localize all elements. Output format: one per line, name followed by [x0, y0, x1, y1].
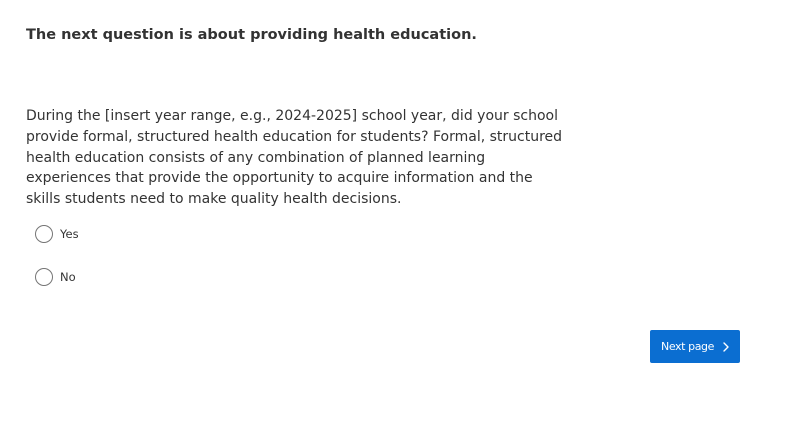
section-heading: The next question is about providing health education. — [26, 27, 477, 43]
choice-yes[interactable] — [35, 225, 79, 243]
question-text: During the [insert year range, e.g., 2024-2025] school year, did your school provide formal, structured health education for students? Formal, structured health education consists of any combination of planned learning experiences that provide the opportunity to acquire information and the skills students need to make quality health decisions. — [26, 108, 563, 208]
choice-yes-label[interactable]: Yes — [60, 227, 79, 241]
choice-no-label[interactable]: No — [60, 270, 76, 284]
choice-no[interactable] — [35, 268, 76, 286]
radio-yes[interactable] — [35, 225, 53, 243]
chevron-right-icon — [723, 342, 729, 352]
next-page-label: Next page — [661, 340, 714, 353]
radio-no[interactable] — [35, 268, 53, 286]
next-page-button[interactable] — [650, 330, 740, 363]
